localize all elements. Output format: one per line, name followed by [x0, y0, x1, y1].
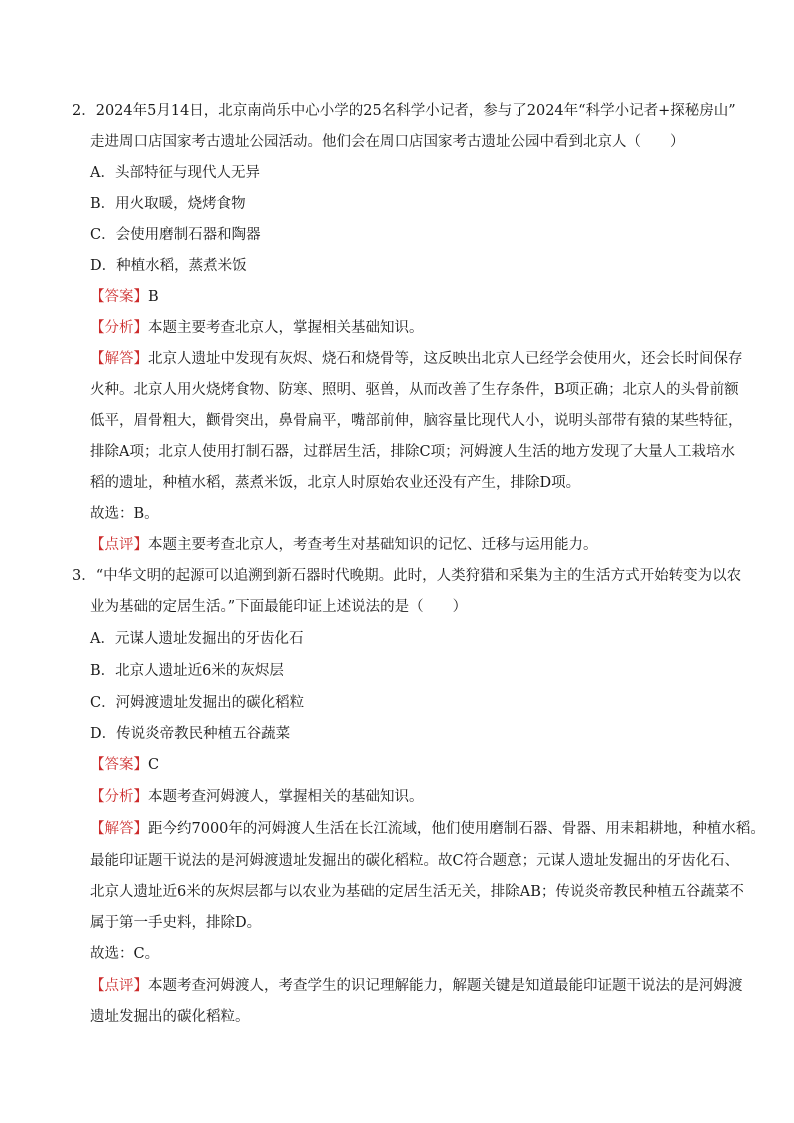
question-3-solution-line-3: 北京人遗址近6米的灰烬层都与以农业为基础的定居生活无关，排除AB；传说炎帝教民种植五谷蔬菜不: [90, 884, 744, 900]
question-2-option-b: B．用火取暖，烧烤食物: [90, 196, 246, 212]
analysis-tag: 【分析】: [90, 320, 148, 336]
analysis-tag: 【分析】: [90, 789, 148, 805]
answer-value: B: [148, 289, 159, 305]
question-2-stem-line-2: 走进周口店国家考古遗址公园活动。他们会在周口店国家考古遗址公园中看到北京人（ ）: [90, 134, 685, 150]
comment-tag: 【点评】: [90, 537, 148, 553]
question-3-solution-line-2: 最能印证题干说法的是河姆渡遗址发掘出的碳化稻粒。故C符合题意；元谋人遗址发掘出的牙齿化石、: [90, 853, 740, 869]
question-3-option-a: A．元谋人遗址发掘出的牙齿化石: [90, 631, 304, 647]
question-2-option-d: D．种植水稻，蒸煮米饭: [90, 258, 247, 274]
question-3-solution-line-1: [90, 819, 765, 839]
analysis-text: 本题考查河姆渡人，掌握相关的基础知识。: [148, 789, 424, 805]
question-3-option-c: C．河姆渡遗址发掘出的碳化稻粒: [90, 695, 305, 711]
answer-tag: 【答案】: [90, 289, 148, 305]
solution-text: 北京人遗址中发现有灰烬、烧石和烧骨等，这反映出北京人已经学会使用火，还会长时间保存: [148, 351, 743, 367]
solution-tag: 【解答】: [90, 351, 148, 367]
question-2-analysis: [90, 318, 424, 338]
question-2-choose: 故选：B。: [90, 506, 159, 522]
question-3-answer: [90, 755, 159, 775]
question-3-stem-line-1: 3．“中华文明的起源可以追溯到新石器时代晚期。此时，人类狩猎和采集为主的生活方式开始转变为以农: [72, 568, 742, 584]
answer-value: C: [148, 757, 160, 773]
question-2-solution-line-5: 稻的遗址，种植水稻，蒸煮米饭，北京人时原始农业还没有产生，排除D项。: [90, 475, 581, 491]
question-3-comment-line-1: [90, 976, 743, 996]
question-3-option-d: D．传说炎帝教民种植五谷蔬菜: [90, 726, 291, 742]
question-2-option-c: C．会使用磨制石器和陶器: [90, 227, 261, 243]
question-2-solution-line-4: 排除A项；北京人使用打制石器，过群居生活，排除C项；河姆渡人生活的地方发现了大量人工栽培水: [90, 444, 736, 460]
question-2-solution-line-1: [90, 349, 743, 369]
question-2-option-a: A．头部特征与现代人无异: [90, 165, 260, 181]
answer-tag: 【答案】: [90, 757, 148, 773]
question-3-analysis: [90, 787, 424, 807]
comment-text: 本题考查河姆渡人，考查学生的识记理解能力，解题关键是知道最能印证题干说法的是河姆渡: [148, 978, 743, 994]
comment-tag: 【点评】: [90, 978, 148, 994]
solution-tag: 【解答】: [90, 821, 148, 837]
question-3-choose: 故选：C。: [90, 946, 160, 962]
question-3-stem-line-2: 业为基础的定居生活。”下面最能印证上述说法的是（ ）: [90, 599, 468, 615]
question-3-comment-line-2: 遗址发掘出的碳化稻粒。: [90, 1009, 250, 1025]
question-2-solution-line-3: 低平，眉骨粗大，颧骨突出，鼻骨扁平，嘴部前伸，脑容量比现代人小，说明头部带有猿的某些特征，: [90, 413, 743, 429]
analysis-text: 本题主要考查北京人，掌握相关基础知识。: [148, 320, 424, 336]
question-2-answer: [90, 287, 159, 307]
comment-text: 本题主要考查北京人，考查考生对基础知识的记忆、迁移与运用能力。: [148, 537, 598, 553]
question-3-solution-line-4: 属于第一手史料，排除D。: [90, 915, 262, 931]
question-2-comment: [90, 535, 598, 555]
question-3-option-b: B．北京人遗址近6米的灰烬层: [90, 663, 284, 679]
solution-text: 距今约7000年的河姆渡人生活在长江流域，他们使用磨制石器、骨器、用耒耜耕地，种植水稻。: [148, 821, 765, 837]
question-2-stem-line-1: 2．2024年5月14日，北京南尚乐中心小学的25名科学小记者，参与了2024年“科学小记者+探秘房山”: [72, 103, 736, 119]
question-2-solution-line-2: 火种。北京人用火烧烤食物、防寒、照明、驱兽，从而改善了生存条件，B项正确；北京人的头骨前额: [90, 382, 739, 398]
